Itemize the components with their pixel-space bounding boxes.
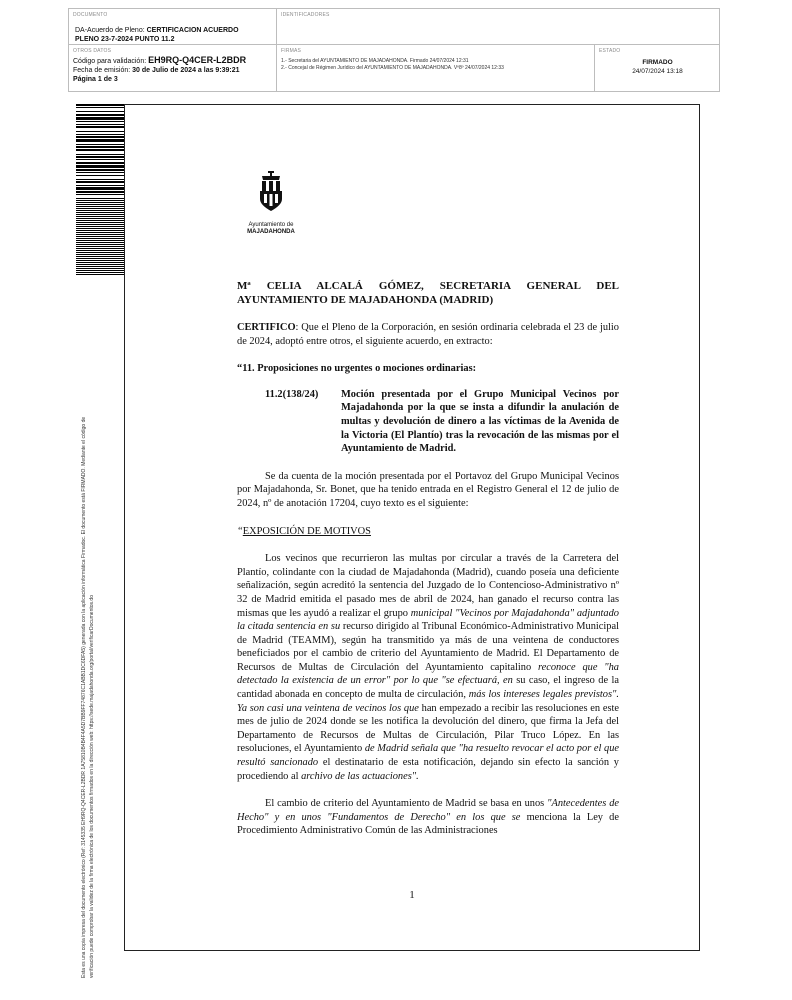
emission-date: Fecha de emisión: 30 de Julio de 2024 a las 9:39:21	[73, 67, 240, 74]
firmas-cell	[277, 45, 595, 92]
firma-1: 1.- Secretaria del AYUNTAMIENTO DE MAJADAHONDA. Firmado 24/07/2024 12:31	[281, 58, 469, 64]
ayuntamiento-logo	[238, 171, 304, 236]
certificate-title: Mª CELIA ALCALÁ GÓMEZ, SECRETARIA GENERAL DEL AYUNTAMIENTO DE MAJADAHONDA (MADRID)	[237, 280, 619, 306]
document-page	[124, 104, 700, 951]
identificadores-cell	[277, 9, 720, 45]
mocion-text: Moción presentada por el Grupo Municipal Vecinos por Majadahonda por la que se insta a difundir la anulación de multas y devolución de dinero a las víctimas de la Avenida de la Victoria (El Plantío) tras la revocación de las mismas por el Ayuntamiento de Madrid.	[341, 388, 619, 455]
estado-date: 24/07/2024 13:18	[632, 68, 683, 75]
barcode	[76, 104, 124, 276]
document-body	[237, 279, 619, 838]
page-count: Página 1 de 3	[73, 76, 118, 83]
documento-cell	[69, 9, 277, 45]
mocion-number: 11.2(138/24)	[265, 388, 319, 400]
cuenta-paragraph: Se da cuenta de la moción presentada por el Portavoz del Grupo Municipal Vecinos por Majadahonda, Sr. Bonet, que ha tenido entrada en el Registro General el 12 de julio de 2024, nº de anotación 17204, cuyo texto es el siguiente:	[237, 470, 619, 509]
page-number: 1	[409, 889, 415, 901]
validation-code: Código para validación: EH9RQ-Q4CER-L2BDR	[73, 55, 247, 65]
estado-value: FIRMADO	[642, 59, 673, 66]
mocion-item	[237, 388, 619, 456]
firma-2: 2.- Concejal de Régimen Jurídico del AYUNTAMIENTO DE MAJADAHONDA. Vº8º 24/07/2024 12:33	[281, 65, 504, 71]
exposicion-paragraph-1: Los vecinos que recurrieron las multas por circular a través de la Carretera del Plantío, colindante con la ciudad de Majadahonda (Madrid), cuando poseía una deficiente señalización, según acreditó la sentencia del Juzgado de lo Contencioso-Administrativo nº 32 de Madrid emitida el pasado mes de abril de 2024, han ganado el recurso contra las mismas que les ayudó a realizar el grupo municipal "Vecinos por Majadahonda" adjuntado la citada sentencia en su recurso dirigido al Tribunal Económico-Administrativo Municipal de Madrid (TEAMM), según ha transmitido ya más de una veintena de conductores beneficiados por el cambio de criterio del Ayuntamiento de Madrid. El Departamento de Recursos de Multas de Circulación del Ayuntamiento capitalino reconoce que "ha detectado la existencia de un error" por lo que "se efectuará, en su caso, el ingreso de la cantidad abonada en concepto de multa de circulación, más los intereses legales previstos". Ya son casi una veintena de vecinos los que han empezado a recibir las resoluciones en este mes de julio de 2024 donde se les notifica la devolución del dinero, que firma la Jefa del Departamento de Recursos de Multas de Circulación, Pilar Truco López. En las resoluciones, el Ayuntamiento de Madrid señala que "ha resuelto revocar el acto por el que resultó sancionado el destinatario de esta notificación, dejando sin efecto la sanción y procediendo al archivo de las actuaciones".	[237, 553, 620, 782]
barcode-stripe	[76, 275, 124, 276]
document-header	[68, 8, 720, 92]
firmas-label: FIRMAS	[281, 48, 302, 54]
proposiciones-heading: “11. Proposiciones no urgentes o mociones ordinarias:	[237, 363, 477, 375]
exposicion-heading: “EXPOSICIÓN DE MOTIVOS	[237, 525, 371, 537]
exposicion-paragraph-2: El cambio de criterio del Ayuntamiento de Madrid se basa en unos "Antecedentes de Hecho" y en unos "Fundamentos de Derecho" en los que se menciona la Ley de Procedimiento Administrativo Común de las Administraciones	[237, 798, 619, 837]
identificadores-label: IDENTIFICADORES	[281, 12, 330, 18]
logo-line2: MAJADAHONDA	[247, 229, 295, 235]
logo-line1: Ayuntamiento de	[248, 222, 294, 228]
verification-side-text: Esta es una copia impresa del documento electrónico (Ref: 3145335 EH9RQ-Q4CER-L2BDR 1A75810B4B4F4A5D7BB9FF74876C1ABB1DC6DFA5) generada con la aplicación informática Firmadoc. El documento está FIRMADO. Mediante el código de verificación puede comprobar la validez de la firma electrónica de los documentos firmados en la dirección web: https://sede.majadahonda.org/portal/verificarDocumentos.do	[81, 416, 95, 978]
documento-value: DA-Acuerdo de Pleno: CERTIFICACION ACUERDO PLENO 23-7-2024 PUNTO 11.2	[75, 27, 239, 43]
otros-datos-cell	[69, 45, 277, 92]
estado-cell	[595, 45, 720, 92]
coat-of-arms-icon	[251, 171, 291, 213]
estado-label: ESTADO	[599, 48, 621, 54]
documento-label: DOCUMENTO	[73, 12, 108, 18]
otros-datos-label: OTROS DATOS	[73, 48, 112, 54]
certifico-paragraph: CERTIFICO: Que el Pleno de la Corporación, en sesión ordinaria celebrada el 23 de julio de 2024, adoptó entre otros, el siguiente acuerdo, en extracto:	[237, 322, 619, 347]
